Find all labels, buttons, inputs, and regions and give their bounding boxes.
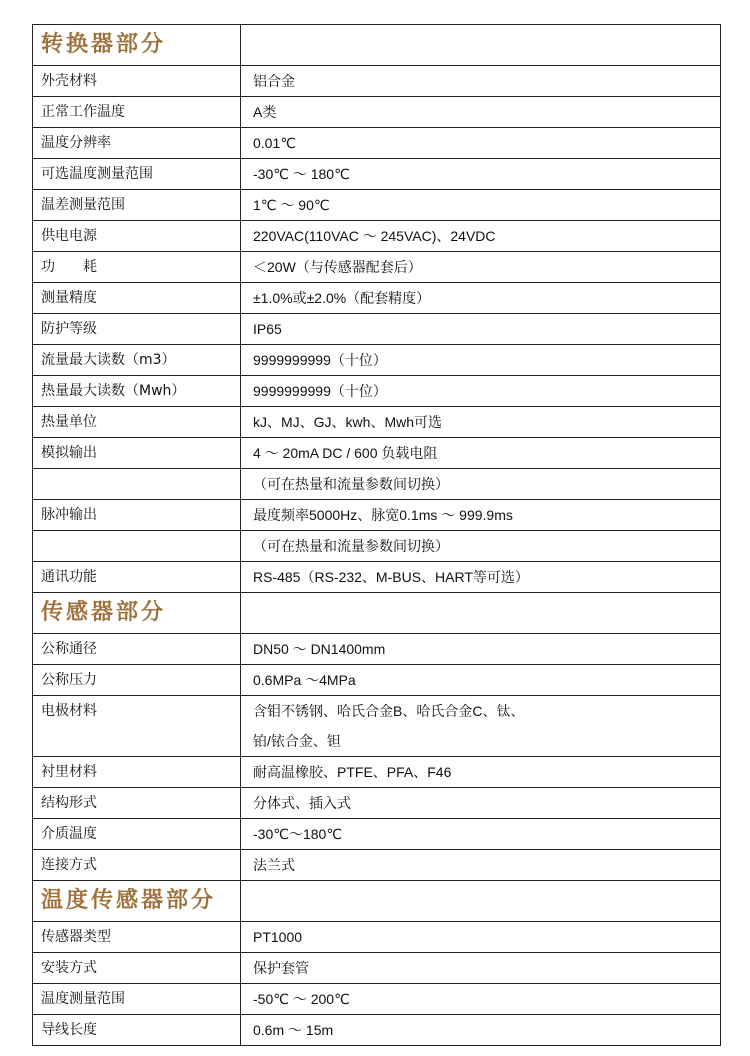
spec-value: 0.6m ～ 15m: [241, 1015, 721, 1046]
spec-row: [33, 190, 721, 221]
spec-label: 导线长度: [33, 1015, 241, 1046]
spec-value: [241, 696, 721, 757]
spec-row: [33, 665, 721, 696]
spec-row: [33, 757, 721, 788]
spec-value: -30℃～180℃: [241, 819, 721, 850]
spec-label: 传感器类型: [33, 922, 241, 953]
spec-value: 耐高温橡胶、PTFE、PFA、F46: [241, 757, 721, 788]
spec-row: [33, 469, 721, 500]
spec-label: 脉冲输出: [33, 500, 241, 531]
spec-label: 介质温度: [33, 819, 241, 850]
section-title: 转换器部分: [33, 25, 241, 66]
spec-value: ±1.0%或±2.0%（配套精度）: [241, 283, 721, 314]
spec-label: 供电电源: [33, 221, 241, 252]
spec-label: 结构形式: [33, 788, 241, 819]
spec-label: 衬里材料: [33, 757, 241, 788]
spec-value: 1℃ ～ 90℃: [241, 190, 721, 221]
spec-label: 功 耗: [33, 252, 241, 283]
section-empty-cell: [241, 593, 721, 634]
spec-value: ＜20W（与传感器配套后）: [241, 252, 721, 283]
spec-label: 连接方式: [33, 850, 241, 881]
spec-label: 防护等级: [33, 314, 241, 345]
spec-label: 公称压力: [33, 665, 241, 696]
spec-row: [33, 252, 721, 283]
spec-row: [33, 1015, 721, 1046]
spec-label: 热量最大读数（Mwh）: [33, 376, 241, 407]
spec-value: 铝合金: [241, 66, 721, 97]
spec-value-line: 铂/铱合金、钽: [253, 733, 341, 749]
spec-value: 保护套管: [241, 953, 721, 984]
spec-row: [33, 159, 721, 190]
spec-row: [33, 819, 721, 850]
spec-row: [33, 696, 721, 757]
spec-row: [33, 128, 721, 159]
spec-value: -50℃ ～ 200℃: [241, 984, 721, 1015]
spec-label: 可选温度测量范围: [33, 159, 241, 190]
spec-label: 安装方式: [33, 953, 241, 984]
spec-row: [33, 531, 721, 562]
spec-value: kJ、MJ、GJ、kwh、Mwh可选: [241, 407, 721, 438]
spec-value: 0.01℃: [241, 128, 721, 159]
spec-label: 温度测量范围: [33, 984, 241, 1015]
section-title: 温度传感器部分: [33, 881, 241, 922]
spec-value: 9999999999（十位）: [241, 376, 721, 407]
spec-label: 流量最大读数（m3）: [33, 345, 241, 376]
spec-value: （可在热量和流量参数间切换）: [241, 531, 721, 562]
spec-row: [33, 407, 721, 438]
section-header-row: [33, 881, 721, 922]
spec-label: [33, 531, 241, 562]
spec-row: [33, 984, 721, 1015]
spec-row: [33, 953, 721, 984]
spec-value: A类: [241, 97, 721, 128]
spec-value: 最度频率5000Hz、脉宽0.1ms ～ 999.9ms: [241, 500, 721, 531]
spec-row: [33, 634, 721, 665]
spec-row: [33, 66, 721, 97]
spec-value: 220VAC(110VAC ～ 245VAC)、24VDC: [241, 221, 721, 252]
spec-row: [33, 97, 721, 128]
section-header-row: [33, 593, 721, 634]
spec-label: 模拟输出: [33, 438, 241, 469]
spec-value: -30℃ ～ 180℃: [241, 159, 721, 190]
spec-value: 9999999999（十位）: [241, 345, 721, 376]
spec-row: [33, 438, 721, 469]
spec-value-line: 含钼不锈钢、哈氏合金B、哈氏合金C、钛、: [253, 703, 525, 719]
spec-row: [33, 283, 721, 314]
spec-label: 温差测量范围: [33, 190, 241, 221]
spec-value: （可在热量和流量参数间切换）: [241, 469, 721, 500]
spec-label: 通讯功能: [33, 562, 241, 593]
spec-row: [33, 376, 721, 407]
spec-row: [33, 922, 721, 953]
spec-row: [33, 221, 721, 252]
spec-label: 正常工作温度: [33, 97, 241, 128]
spec-label: 公称通径: [33, 634, 241, 665]
spec-value: RS-485（RS-232、M-BUS、HART等可选）: [241, 562, 721, 593]
spec-label: 热量单位: [33, 407, 241, 438]
spec-value: 4 ～ 20mA DC / 600 负载电阻: [241, 438, 721, 469]
spec-value: 分体式、插入式: [241, 788, 721, 819]
spec-value: 0.6MPa ～4MPa: [241, 665, 721, 696]
spec-row: [33, 562, 721, 593]
spec-label: 外壳材料: [33, 66, 241, 97]
section-title: 传感器部分: [33, 593, 241, 634]
spec-row: [33, 500, 721, 531]
spec-table: [32, 24, 721, 1046]
spec-label: 温度分辨率: [33, 128, 241, 159]
spec-value: PT1000: [241, 922, 721, 953]
section-empty-cell: [241, 25, 721, 66]
spec-value: DN50 ～ DN1400mm: [241, 634, 721, 665]
spec-row: [33, 345, 721, 376]
spec-value: 法兰式: [241, 850, 721, 881]
spec-row: [33, 850, 721, 881]
spec-row: [33, 788, 721, 819]
section-header-row: [33, 25, 721, 66]
spec-label: 电极材料: [33, 696, 241, 757]
spec-value: IP65: [241, 314, 721, 345]
spec-label: 测量精度: [33, 283, 241, 314]
spec-label: [33, 469, 241, 500]
section-empty-cell: [241, 881, 721, 922]
spec-row: [33, 314, 721, 345]
